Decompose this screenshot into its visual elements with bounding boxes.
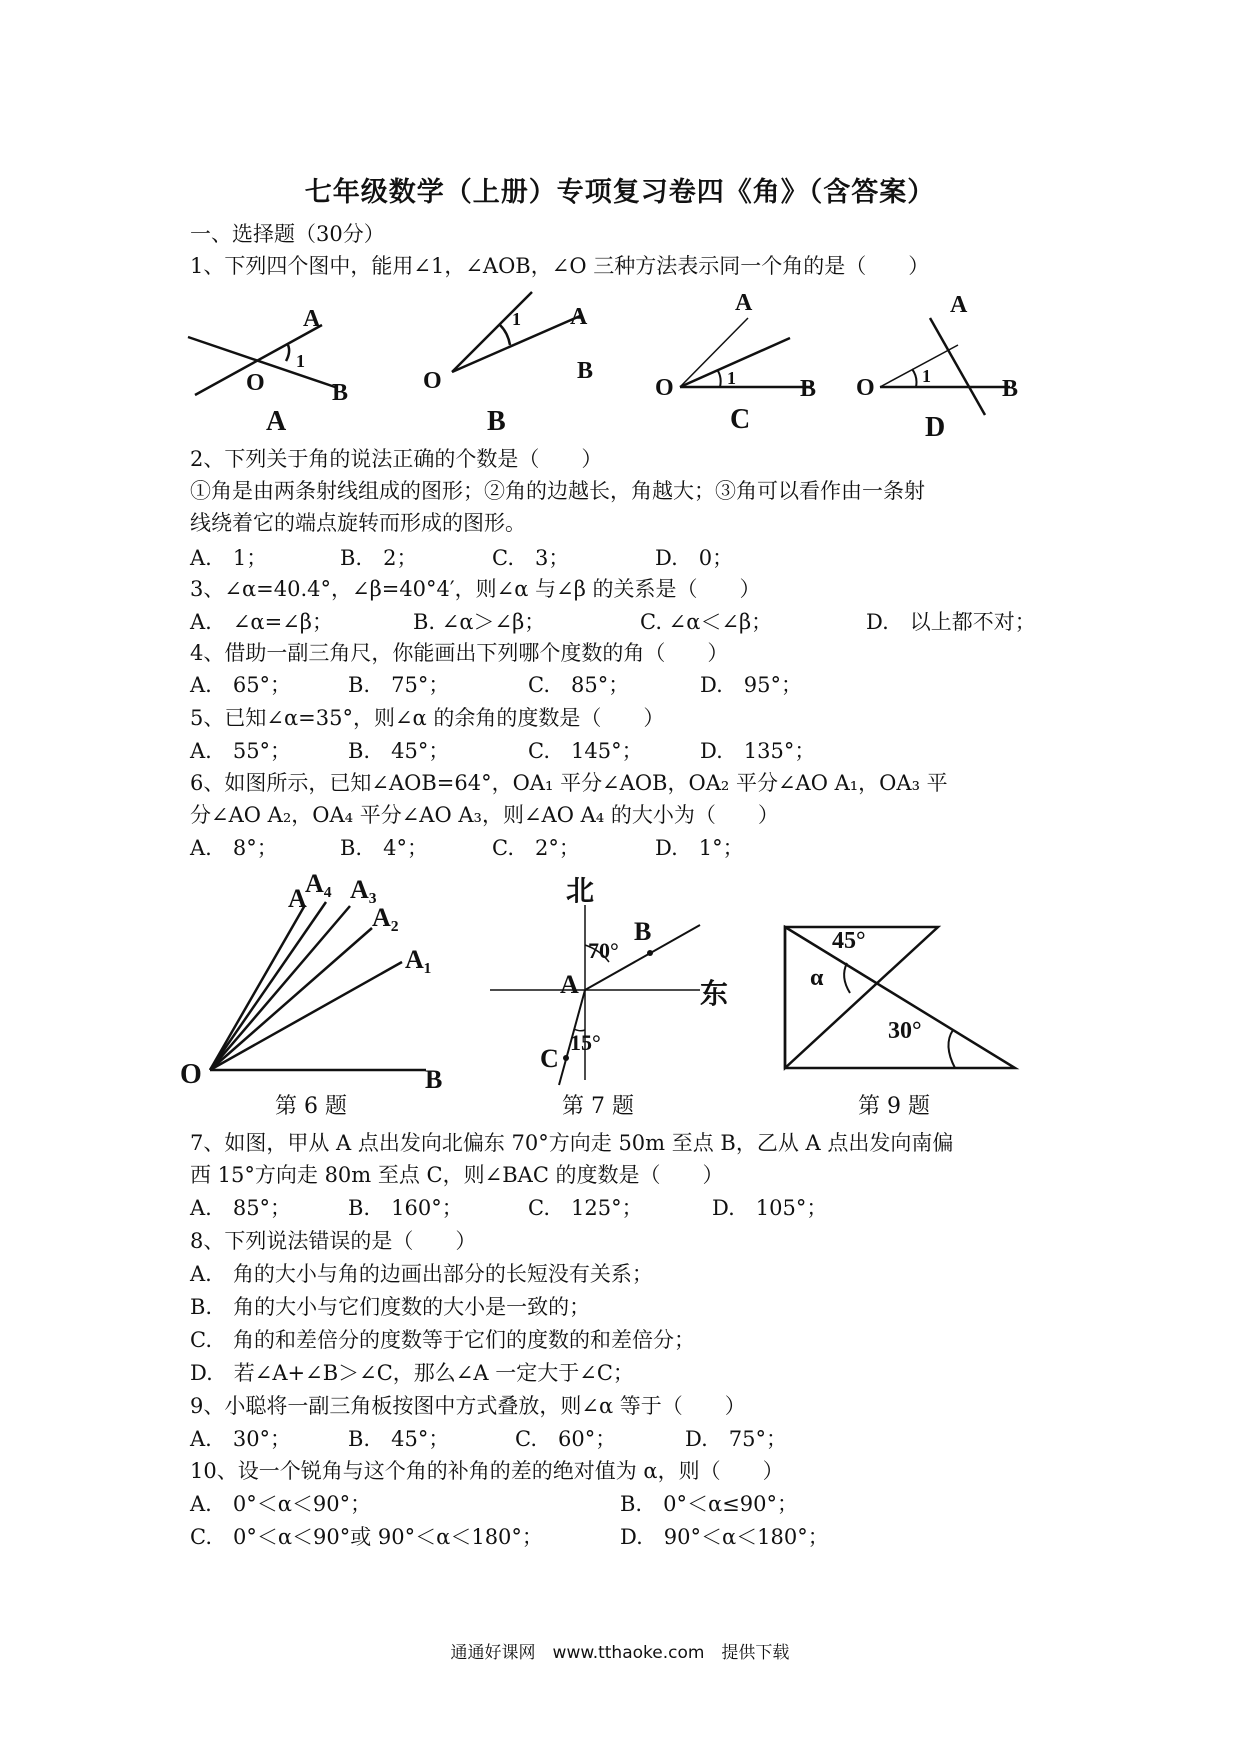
q2-option-b: B. 2； [340, 546, 418, 570]
q4-option-b: B. 75°； [348, 673, 450, 697]
q1b-label-1: 1 [512, 309, 521, 329]
q7-label-B: B [634, 917, 652, 946]
q1b-label-A: A [570, 304, 588, 330]
q9-stem: 9、小聪将一副三角板按图中方式叠放，则∠α 等于（ ） [190, 1394, 746, 1418]
q6-option-c: C. 2°； [492, 836, 580, 860]
q9-arc-30 [948, 1030, 955, 1068]
q1d-label-O: O [856, 375, 875, 401]
q1a-label-A: A [303, 306, 321, 332]
q1b-arc [500, 325, 510, 345]
q1d-transversal [930, 318, 985, 415]
q7-option-c: C. 125°； [528, 1196, 643, 1220]
q6-label-B: B [425, 1065, 443, 1094]
q5-option-c: C. 145°； [528, 739, 643, 763]
q1a-label-O: O [246, 370, 265, 396]
q10-stem: 10、设一个锐角与这个角的补角的差的绝对值为 α，则（ ） [190, 1459, 784, 1483]
q8-option-a: A. 角的大小与角的边画出部分的长短没有关系； [190, 1262, 653, 1286]
section-heading: 一、选择题（30分） [190, 222, 385, 246]
q1d-arc [912, 369, 917, 387]
q7-label-70: 70° [588, 938, 619, 963]
q8-stem: 8、下列说法错误的是（ ） [190, 1229, 477, 1253]
q4-option-c: C. 85°； [528, 673, 630, 697]
q3-option-b: B. ∠α＞∠β； [413, 610, 546, 634]
q1-figure-d [880, 318, 1010, 415]
q7-option-d: D. 105°； [712, 1196, 828, 1220]
q1c-label-B: B [800, 376, 817, 402]
q6-option-a: A. 8°； [190, 836, 278, 860]
q10-option-d: D. 90°＜α＜180°； [620, 1525, 829, 1549]
q1c-ray-A [680, 318, 748, 387]
q7-option-b: B. 160°； [348, 1196, 463, 1220]
q6-label-O: O [180, 1059, 202, 1090]
q5-stem: 5、已知∠α=35°，则∠α 的余角的度数是（ ） [190, 706, 665, 730]
q7-stem-line1: 7、如图，甲从 A 点出发向北偏东 70°方向走 50m 至点 B，乙从 A 点出发向南偏 [190, 1131, 954, 1155]
q1d-caption: D [925, 412, 946, 443]
q10-option-c: C. 0°＜α＜90°或 90°＜α＜180°； [190, 1525, 543, 1549]
q1b-label-B: B [577, 358, 594, 384]
q6-label-A3: A₃ [350, 875, 377, 904]
q1-stem: 1、下列四个图中，能用∠1，∠AOB，∠O 三种方法表示同一个角的是（ ） [190, 254, 930, 278]
q2-stem: 2、下列关于角的说法正确的个数是（ ） [190, 447, 603, 471]
q7-label-15: 15° [570, 1030, 601, 1055]
q6-ray-OA4 [210, 902, 326, 1070]
q1a-label-B: B [332, 380, 349, 406]
q5-option-d: D. 135°； [700, 739, 816, 763]
q2-body-line2: 线绕着它的端点旋转而形成的图形。 [190, 511, 526, 535]
q9-caption: 第 9 题 [858, 1094, 930, 1119]
q5-option-a: A. 55°； [190, 739, 292, 763]
q9-label-45: 45° [832, 928, 866, 954]
q10-option-a: A. 0°＜α＜90°； [190, 1492, 372, 1516]
q6-stem-line2: 分∠AO A₂，OA₄ 平分∠AO A₃，则∠AO A₄ 的大小为（ ） [190, 803, 779, 827]
q1a-arc [286, 345, 289, 361]
q6-option-d: D. 1°； [655, 836, 744, 860]
q3-option-a: A. ∠α=∠β； [190, 610, 333, 634]
q9-label-alpha: α [810, 965, 824, 991]
q6-stem-line1: 6、如图所示，已知∠AOB=64°，OA₁ 平分∠AOB，OA₂ 平分∠AO A₁，OA₃ 平 [190, 771, 948, 795]
q3-stem: 3、∠α=40.4°，∠β=40°4′，则∠α 与∠β 的关系是（ ） [190, 577, 761, 601]
q6-label-A: A [288, 884, 307, 913]
q8-option-d: D. 若∠A+∠B＞∠C，那么∠A 一定大于∠C； [190, 1361, 634, 1385]
q8-option-b: B. 角的大小与它们度数的大小是一致的； [190, 1295, 591, 1319]
footer-source: 通通好课网 www.tthaoke.com 提供下载 [450, 1643, 790, 1663]
q7-label-A: A [560, 970, 579, 999]
q3-option-c: C. ∠α＜∠β； [640, 610, 773, 634]
q6-label-A1: A₁ [405, 945, 432, 974]
q9-label-30: 30° [888, 1018, 922, 1044]
q2-body-line1: ①角是由两条射线组成的图形；②角的边越长，角越大；③角可以看作由一条射 [190, 479, 925, 503]
q6-label-A2: A₂ [372, 903, 399, 932]
q1b-caption: B [487, 406, 506, 437]
q1c-label-1: 1 [727, 368, 736, 388]
q1d-label-B: B [1002, 376, 1019, 402]
q7-stem-line2: 西 15°方向走 80m 至点 C，则∠BAC 的度数是（ ） [190, 1163, 724, 1187]
q6-label-A4: A₄ [305, 869, 332, 898]
q1d-label-A: A [950, 292, 968, 318]
q8-option-c: C. 角的和差倍分的度数等于它们的度数的和差倍分； [190, 1328, 695, 1352]
q2-option-d: D. 0； [655, 546, 734, 570]
q2-option-a: A. 1； [190, 546, 268, 570]
q9-option-b: B. 45°； [348, 1427, 450, 1451]
q9-option-c: C. 60°； [515, 1427, 617, 1451]
q4-stem: 4、借助一副三角尺，你能画出下列哪个度数的角（ ） [190, 641, 729, 665]
q7-caption: 第 7 题 [562, 1094, 634, 1119]
q9-option-d: D. 75°； [685, 1427, 787, 1451]
q1a-label-1: 1 [296, 351, 305, 371]
page-title: 七年级数学（上册）专项复习卷四《角》（含答案） [304, 177, 936, 208]
q1c-label-A: A [735, 290, 753, 316]
q7-label-east: 东 [700, 979, 729, 1010]
q4-option-a: A. 65°； [190, 673, 292, 697]
q7-label-north: 北 [566, 876, 595, 907]
q5-option-b: B. 45°； [348, 739, 450, 763]
q7-point-C [563, 1055, 569, 1061]
q6-ray-OA [210, 905, 305, 1070]
q10-option-b: B. 0°＜α≤90°； [620, 1492, 798, 1516]
q6-ray-OA1 [210, 962, 402, 1070]
q9-figure [785, 927, 1015, 1068]
q7-option-a: A. 85°； [190, 1196, 292, 1220]
q1c-arc [718, 371, 721, 387]
q1b-ray-2 [452, 292, 532, 372]
q9-option-a: A. 30°； [190, 1427, 292, 1451]
q7-point-B [647, 950, 653, 956]
q1b-label-O: O [423, 368, 442, 394]
q3-option-d: D. 以上都不对； [866, 610, 1036, 634]
q1a-caption: A [266, 406, 287, 437]
q6-option-b: B. 4°； [340, 836, 428, 860]
q6-ray-OA2 [210, 928, 372, 1070]
q1-figure-b [452, 292, 580, 372]
q6-caption: 第 6 题 [275, 1094, 347, 1119]
q7-label-C: C [540, 1044, 559, 1073]
q2-option-c: C. 3； [492, 546, 570, 570]
q6-ray-OA3 [210, 906, 350, 1070]
q7-figure [490, 905, 700, 1085]
q4-option-d: D. 95°； [700, 673, 802, 697]
q1d-label-1: 1 [922, 366, 931, 386]
q1c-label-O: O [655, 375, 674, 401]
q1c-caption: C [730, 404, 751, 435]
q1d-ray-A [880, 345, 958, 387]
q1-figure-c [680, 318, 812, 387]
